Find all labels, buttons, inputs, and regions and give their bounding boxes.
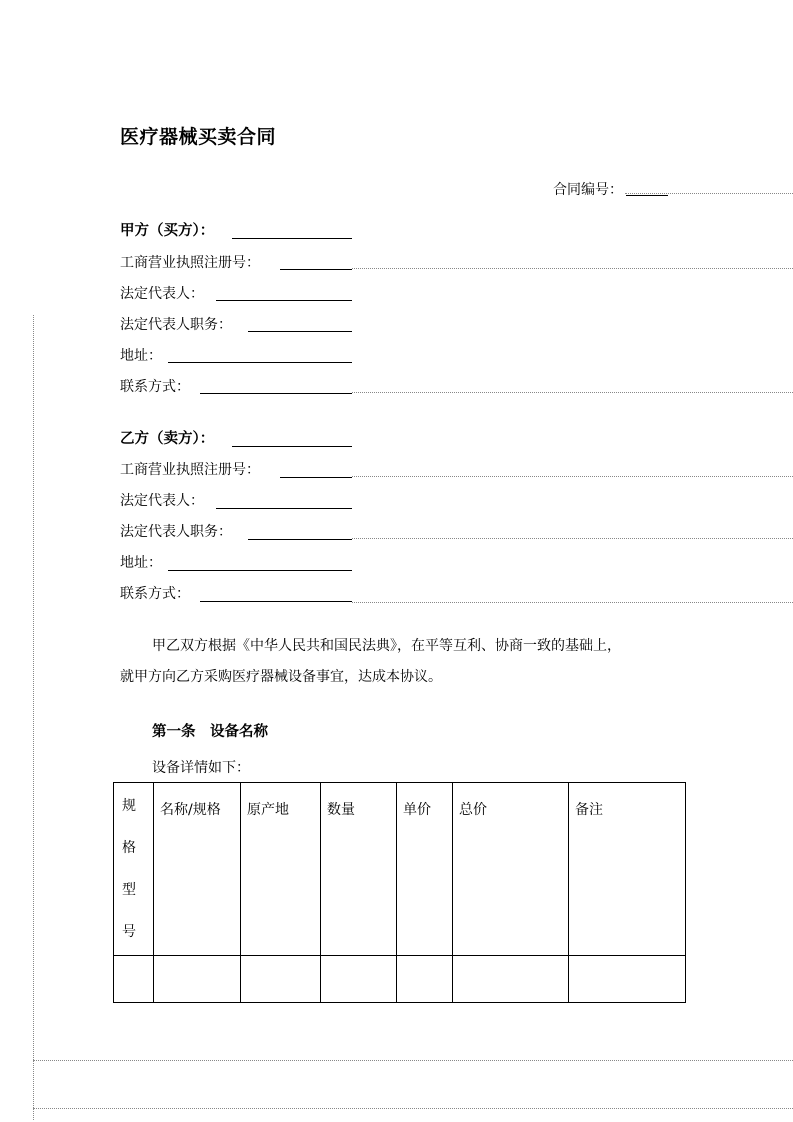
party-b-legal-rep-blank[interactable]: [216, 508, 352, 509]
table-cell[interactable]: [321, 956, 397, 1003]
party-a-contact-label: 联系方式：: [120, 379, 190, 395]
header-unit-price: [397, 783, 453, 956]
party-b-address-label: 地址：: [120, 555, 162, 571]
contract-number: [553, 179, 668, 199]
header-name: [154, 783, 241, 956]
party-b-contact-blank[interactable]: [200, 601, 352, 602]
party-b-heading: 乙方（卖方）：: [120, 431, 215, 447]
header-unit-price-text: 单价: [403, 802, 431, 818]
header-spec-model: [114, 783, 154, 956]
table-cell[interactable]: [241, 956, 321, 1003]
party-b-legal-rep-label: 法定代表人：: [120, 493, 204, 509]
party-a-name-blank[interactable]: [232, 238, 352, 239]
party-b-license-label: 工商营业执照注册号：: [120, 462, 260, 478]
document-title: 医疗器械买卖合同: [120, 126, 277, 148]
party-a-address-label: 地址：: [120, 348, 162, 364]
party-b-license-blank[interactable]: [280, 477, 352, 478]
table-cell[interactable]: [569, 956, 686, 1003]
party-a-legal-rep-label: 法定代表人：: [120, 286, 204, 302]
dotted-guide: [352, 392, 793, 393]
table-cell[interactable]: [453, 956, 569, 1003]
table-header-row: [114, 783, 686, 956]
party-b-contact-label: 联系方式：: [120, 586, 190, 602]
party-a-legal-rep-title-label: 法定代表人职务：: [120, 317, 232, 333]
table-cell[interactable]: [397, 956, 453, 1003]
equipment-table: [113, 782, 686, 1003]
header-origin-text: 原产地: [247, 802, 289, 818]
table-row: [114, 956, 686, 1003]
party-a-license-label: 工商营业执照注册号：: [120, 255, 260, 271]
intro-line-2: 就甲方向乙方采购医疗器械设备事宜，达成本协议。: [120, 669, 442, 685]
dotted-guide: [33, 1060, 793, 1061]
header-spec-char: 格: [122, 840, 136, 856]
party-a-legal-rep-title-blank[interactable]: [248, 331, 352, 332]
header-spec-char: 规: [122, 798, 136, 814]
party-a-address-blank[interactable]: [168, 362, 352, 363]
header-quantity: [321, 783, 397, 956]
intro-line-1: 甲乙双方根据《中华人民共和国民法典》，在平等互利、协商一致的基础上，: [152, 638, 621, 654]
left-dotted-guide: [33, 315, 34, 1120]
article-1-title: 第一条 设备名称: [152, 724, 268, 740]
party-b-address-blank[interactable]: [168, 570, 352, 571]
dotted-guide: [352, 602, 793, 603]
header-remark-text: 备注: [575, 802, 603, 818]
party-b-legal-rep-title-label: 法定代表人职务：: [120, 524, 232, 540]
header-quantity-text: 数量: [327, 802, 355, 818]
dotted-guide: [352, 476, 793, 477]
table-cell[interactable]: [154, 956, 241, 1003]
header-spec-char: 号: [122, 924, 136, 940]
party-a-heading: 甲方（买方）：: [120, 223, 215, 239]
party-b-legal-rep-title-blank[interactable]: [248, 539, 352, 540]
dotted-guide: [352, 538, 793, 539]
header-total-price: [453, 783, 569, 956]
contract-number-blank[interactable]: [626, 183, 668, 196]
contract-number-label: 合同编号：: [553, 182, 623, 198]
header-spec-char: 型: [122, 882, 136, 898]
header-remark: [569, 783, 686, 956]
table-cell[interactable]: [114, 956, 154, 1003]
party-a-contact-blank[interactable]: [200, 393, 352, 394]
article-1-subtitle: 设备详情如下：: [152, 760, 250, 776]
dotted-guide: [33, 1108, 793, 1109]
header-origin: [241, 783, 321, 956]
party-a-legal-rep-blank[interactable]: [216, 300, 352, 301]
dotted-guide: [352, 268, 793, 269]
header-total-price-text: 总价: [459, 802, 487, 818]
header-name-text: 名称/规格: [160, 802, 221, 818]
party-b-name-blank[interactable]: [232, 446, 352, 447]
party-a-license-blank[interactable]: [280, 269, 352, 270]
